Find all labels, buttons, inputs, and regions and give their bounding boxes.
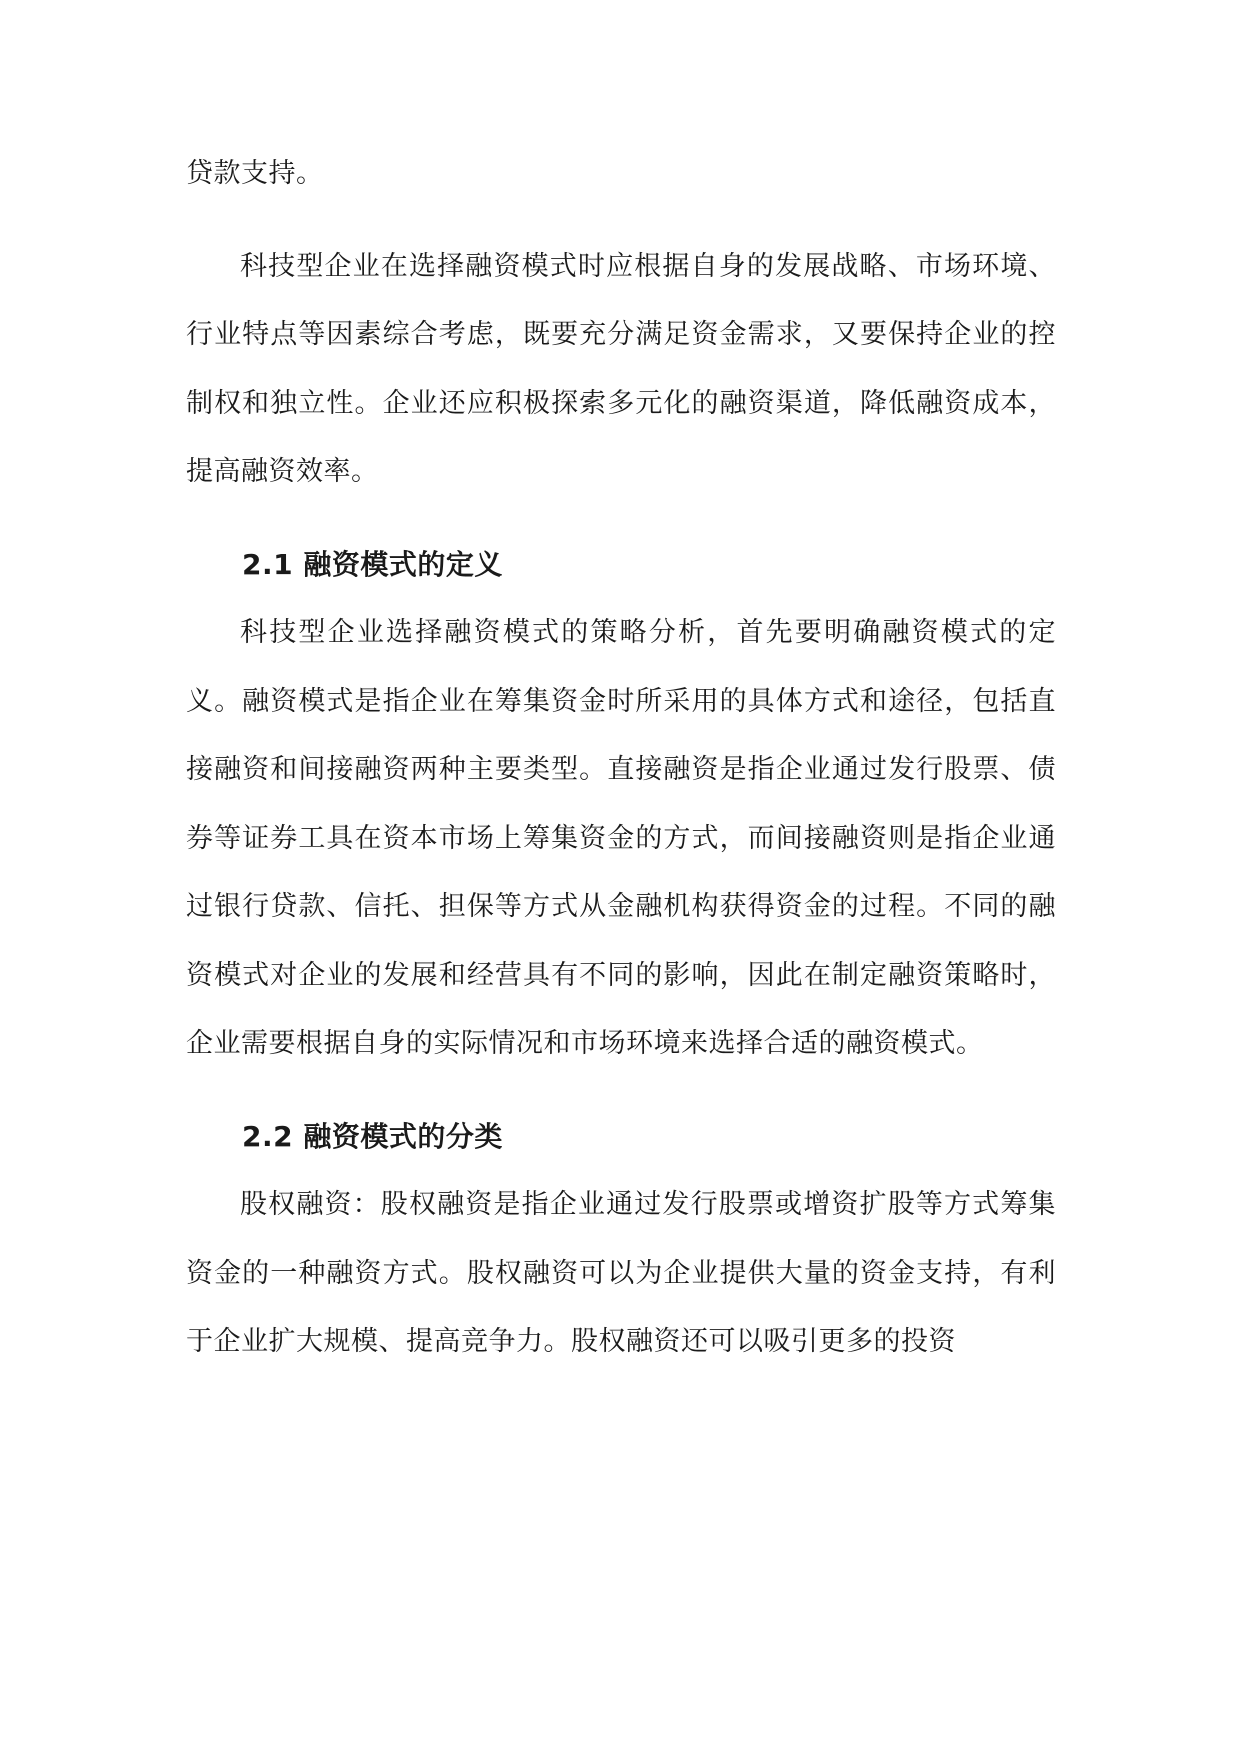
- paragraph-continuation: 贷款支持。: [186, 158, 324, 189]
- document-body: [186, 140, 1056, 1377]
- paragraph-gap: [186, 507, 1056, 531]
- section-heading-2-1: 2.1 融资模式的定义: [242, 547, 503, 581]
- paragraph-gap: [186, 209, 1056, 233]
- section-heading-2-2: 2.2 融资模式的分类: [242, 1119, 503, 1153]
- paragraph-definition: 科技型企业选择融资模式的策略分析，首先要明确融资模式的定义。融资模式是指企业在筹集资金时所采用的具体方式和途径，包括直接融资和间接融资两种主要类型。直接融资是指企业通过发行股票、债券等证券工具在资本市场上筹集资金的方式，而间接融资则是指企业通过银行贷款、信托、担保等方式从金融机构获得资金的过程。不同的融资模式对企业的发展和经营具有不同的影响，因此在制定融资策略时，企业需要根据自身的实际情况和市场环境来选择合适的融资模式。: [186, 617, 1056, 1059]
- paragraph-equity-financing: 股权融资：股权融资是指企业通过发行股票或增资扩股等方式筹集资金的一种融资方式。股权融资可以为企业提供大量的资金支持，有利于企业扩大规模、提高竞争力。股权融资还可以吸引更多的投资: [186, 1189, 1056, 1357]
- paragraph-gap: [186, 1079, 1056, 1103]
- paragraph-financing-choice: 科技型企业在选择融资模式时应根据自身的发展战略、市场环境、行业特点等因素综合考虑，既要充分满足资金需求，又要保持企业的控制权和独立性。企业还应积极探索多元化的融资渠道，降低融资成本，提高融资效率。: [186, 250, 1056, 487]
